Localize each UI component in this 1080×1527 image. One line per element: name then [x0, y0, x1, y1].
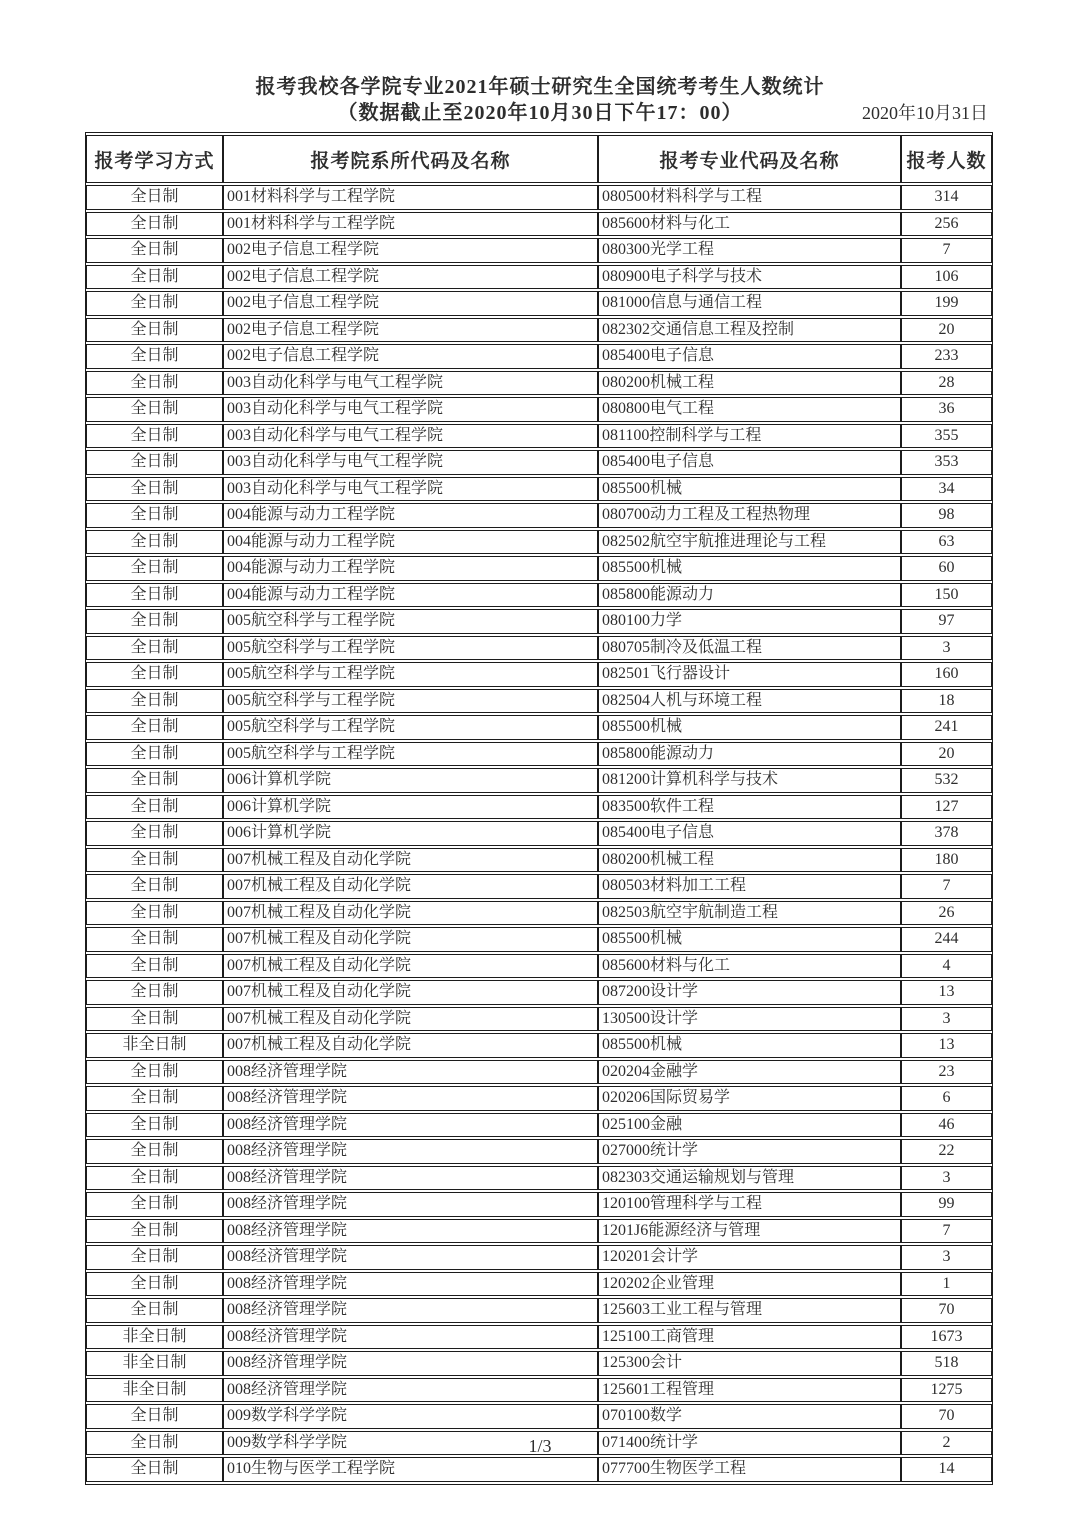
cell-study-mode: 非全日制 — [86, 1378, 223, 1403]
cell-count: 7 — [901, 874, 992, 899]
cell-count: 3 — [901, 636, 992, 661]
cell-count: 7 — [901, 238, 992, 263]
cell-study-mode: 全日制 — [86, 901, 223, 926]
cell-college: 004能源与动力工程学院 — [223, 530, 598, 555]
cell-major: 085800能源动力 — [598, 583, 901, 608]
table-row — [86, 1007, 992, 1032]
cell-count: 70 — [901, 1404, 992, 1429]
cell-major: 082504人机与环境工程 — [598, 689, 901, 714]
cell-study-mode: 全日制 — [86, 821, 223, 846]
cell-study-mode: 非全日制 — [86, 1351, 223, 1376]
table-row — [86, 1113, 992, 1138]
cell-college: 003自动化科学与电气工程学院 — [223, 477, 598, 502]
cell-count: 7 — [901, 1219, 992, 1244]
cell-college: 008经济管理学院 — [223, 1060, 598, 1085]
cell-major: 080800电气工程 — [598, 397, 901, 422]
cell-major: 025100金融 — [598, 1113, 901, 1138]
header-study-mode: 报考学习方式 — [86, 135, 223, 183]
cell-study-mode: 全日制 — [86, 371, 223, 396]
cell-college: 005航空科学与工程学院 — [223, 689, 598, 714]
table-row — [86, 954, 992, 979]
table-row — [86, 1457, 992, 1482]
cell-count: 4 — [901, 954, 992, 979]
table-row — [86, 1219, 992, 1244]
cell-count: 26 — [901, 901, 992, 926]
applicants-table — [85, 132, 993, 1485]
cell-study-mode: 全日制 — [86, 1166, 223, 1191]
cell-count: 13 — [901, 1033, 992, 1058]
cell-major: 027000统计学 — [598, 1139, 901, 1164]
cell-study-mode: 全日制 — [86, 1431, 223, 1456]
table-row — [86, 742, 992, 767]
cell-college: 008经济管理学院 — [223, 1351, 598, 1376]
cell-count: 355 — [901, 424, 992, 449]
cell-study-mode: 全日制 — [86, 318, 223, 343]
table-row — [86, 1272, 992, 1297]
cell-study-mode: 全日制 — [86, 1245, 223, 1270]
cell-count: 3 — [901, 1007, 992, 1032]
table-row — [86, 397, 992, 422]
cell-college: 008经济管理学院 — [223, 1245, 598, 1270]
cell-college: 007机械工程及自动化学院 — [223, 848, 598, 873]
cell-count: 14 — [901, 1457, 992, 1482]
cell-study-mode: 全日制 — [86, 927, 223, 952]
table-row — [86, 1060, 992, 1085]
cell-college: 005航空科学与工程学院 — [223, 742, 598, 767]
cell-major: 080500材料科学与工程 — [598, 185, 901, 210]
cell-study-mode: 全日制 — [86, 768, 223, 793]
cell-study-mode: 全日制 — [86, 450, 223, 475]
cell-study-mode: 全日制 — [86, 848, 223, 873]
cell-major: 080700动力工程及工程热物理 — [598, 503, 901, 528]
cell-college: 009数学科学学院 — [223, 1431, 598, 1456]
cell-major: 070100数学 — [598, 1404, 901, 1429]
cell-major: 082302交通信息工程及控制 — [598, 318, 901, 343]
cell-study-mode: 全日制 — [86, 742, 223, 767]
cell-college: 006计算机学院 — [223, 768, 598, 793]
page-number: 1/3 — [528, 1436, 552, 1456]
cell-count: 23 — [901, 1060, 992, 1085]
cell-count: 97 — [901, 609, 992, 634]
cell-study-mode: 全日制 — [86, 1457, 223, 1482]
cell-college: 007机械工程及自动化学院 — [223, 1033, 598, 1058]
header-count: 报考人数 — [901, 135, 992, 183]
cell-major: 082502航空宇航推进理论与工程 — [598, 530, 901, 555]
table-row — [86, 662, 992, 687]
cell-major: 085500机械 — [598, 477, 901, 502]
cell-study-mode: 全日制 — [86, 212, 223, 237]
cell-study-mode: 全日制 — [86, 503, 223, 528]
cell-college: 009数学科学学院 — [223, 1404, 598, 1429]
cell-count: 22 — [901, 1139, 992, 1164]
table-row — [86, 318, 992, 343]
cell-count: 532 — [901, 768, 992, 793]
cell-major: 081000信息与通信工程 — [598, 291, 901, 316]
cell-major: 085800能源动力 — [598, 742, 901, 767]
table-row — [86, 1166, 992, 1191]
table-row — [86, 185, 992, 210]
table-row — [86, 477, 992, 502]
cell-college: 007机械工程及自动化学院 — [223, 927, 598, 952]
cell-college: 003自动化科学与电气工程学院 — [223, 371, 598, 396]
cell-major: 081100控制科学与工程 — [598, 424, 901, 449]
cell-study-mode: 全日制 — [86, 609, 223, 634]
table-row — [86, 291, 992, 316]
cell-study-mode: 全日制 — [86, 583, 223, 608]
cell-college: 007机械工程及自动化学院 — [223, 1007, 598, 1032]
cell-count: 160 — [901, 662, 992, 687]
cell-college: 007机械工程及自动化学院 — [223, 954, 598, 979]
table-row — [86, 450, 992, 475]
table-row — [86, 1086, 992, 1111]
cell-study-mode: 全日制 — [86, 1192, 223, 1217]
cell-major: 080100力学 — [598, 609, 901, 634]
cell-study-mode: 全日制 — [86, 1404, 223, 1429]
cell-major: 020206国际贸易学 — [598, 1086, 901, 1111]
cell-college: 008经济管理学院 — [223, 1166, 598, 1191]
cell-college: 003自动化科学与电气工程学院 — [223, 397, 598, 422]
cell-count: 3 — [901, 1166, 992, 1191]
table-row — [86, 583, 992, 608]
cell-college: 004能源与动力工程学院 — [223, 556, 598, 581]
cell-college: 008经济管理学院 — [223, 1272, 598, 1297]
cell-major: 120201会计学 — [598, 1245, 901, 1270]
cell-college: 006计算机学院 — [223, 821, 598, 846]
cell-college: 003自动化科学与电气工程学院 — [223, 424, 598, 449]
table-row — [86, 238, 992, 263]
cell-major: 077700生物医学工程 — [598, 1457, 901, 1482]
cell-study-mode: 全日制 — [86, 1113, 223, 1138]
cell-study-mode: 全日制 — [86, 530, 223, 555]
cell-count: 127 — [901, 795, 992, 820]
page-subtitle: （数据截止至2020年10月30日下午17：00） — [337, 102, 743, 124]
cell-study-mode: 全日制 — [86, 1272, 223, 1297]
cell-college: 001材料科学与工程学院 — [223, 185, 598, 210]
table-header-row — [86, 135, 992, 183]
table-row — [86, 1378, 992, 1403]
cell-major: 080705制冷及低温工程 — [598, 636, 901, 661]
table-row — [86, 556, 992, 581]
cell-count: 13 — [901, 980, 992, 1005]
cell-study-mode: 全日制 — [86, 715, 223, 740]
cell-college: 005航空科学与工程学院 — [223, 636, 598, 661]
table-row — [86, 371, 992, 396]
table-row — [86, 212, 992, 237]
cell-count: 199 — [901, 291, 992, 316]
cell-count: 353 — [901, 450, 992, 475]
document-date: 2020年10月31日 — [862, 103, 988, 123]
cell-count: 244 — [901, 927, 992, 952]
cell-major: 083500软件工程 — [598, 795, 901, 820]
cell-study-mode: 全日制 — [86, 1219, 223, 1244]
cell-major: 087200设计学 — [598, 980, 901, 1005]
table-row — [86, 636, 992, 661]
cell-count: 378 — [901, 821, 992, 846]
cell-study-mode: 非全日制 — [86, 1325, 223, 1350]
cell-count: 1275 — [901, 1378, 992, 1403]
cell-college: 008经济管理学院 — [223, 1298, 598, 1323]
cell-study-mode: 全日制 — [86, 477, 223, 502]
table-row — [86, 1245, 992, 1270]
table-row — [86, 530, 992, 555]
cell-study-mode: 全日制 — [86, 636, 223, 661]
cell-college: 010生物与医学工程学院 — [223, 1457, 598, 1482]
page-title: 报考我校各学院专业2021年硕士研究生全国统考考生人数统计 — [255, 76, 825, 98]
table-row — [86, 344, 992, 369]
cell-study-mode: 全日制 — [86, 689, 223, 714]
cell-college: 002电子信息工程学院 — [223, 344, 598, 369]
cell-college: 002电子信息工程学院 — [223, 318, 598, 343]
cell-study-mode: 全日制 — [86, 1060, 223, 1085]
table-row — [86, 1351, 992, 1376]
cell-college: 008经济管理学院 — [223, 1219, 598, 1244]
cell-college: 008经济管理学院 — [223, 1192, 598, 1217]
header-major: 报考专业代码及名称 — [598, 135, 901, 183]
cell-college: 005航空科学与工程学院 — [223, 662, 598, 687]
cell-major: 085500机械 — [598, 1033, 901, 1058]
cell-count: 46 — [901, 1113, 992, 1138]
cell-college: 007机械工程及自动化学院 — [223, 980, 598, 1005]
cell-college: 005航空科学与工程学院 — [223, 715, 598, 740]
table-row — [86, 768, 992, 793]
cell-count: 63 — [901, 530, 992, 555]
cell-count: 150 — [901, 583, 992, 608]
table-row — [86, 1325, 992, 1350]
cell-count: 18 — [901, 689, 992, 714]
table-row — [86, 927, 992, 952]
cell-major: 125100工商管理 — [598, 1325, 901, 1350]
table-row — [86, 874, 992, 899]
cell-count: 70 — [901, 1298, 992, 1323]
cell-college: 002电子信息工程学院 — [223, 291, 598, 316]
cell-major: 085400电子信息 — [598, 821, 901, 846]
table-row — [86, 980, 992, 1005]
table-row — [86, 848, 992, 873]
cell-count: 106 — [901, 265, 992, 290]
cell-count: 36 — [901, 397, 992, 422]
cell-college: 005航空科学与工程学院 — [223, 609, 598, 634]
cell-study-mode: 全日制 — [86, 980, 223, 1005]
cell-major: 085400电子信息 — [598, 344, 901, 369]
cell-college: 001材料科学与工程学院 — [223, 212, 598, 237]
table-row — [86, 1139, 992, 1164]
cell-college: 002电子信息工程学院 — [223, 238, 598, 263]
cell-major: 081200计算机科学与技术 — [598, 768, 901, 793]
cell-study-mode: 全日制 — [86, 556, 223, 581]
cell-college: 008经济管理学院 — [223, 1139, 598, 1164]
table-row — [86, 503, 992, 528]
cell-college: 003自动化科学与电气工程学院 — [223, 450, 598, 475]
cell-major: 1201J6能源经济与管理 — [598, 1219, 901, 1244]
cell-study-mode: 全日制 — [86, 1139, 223, 1164]
cell-major: 020204金融学 — [598, 1060, 901, 1085]
table-row — [86, 715, 992, 740]
cell-count: 20 — [901, 742, 992, 767]
cell-count: 98 — [901, 503, 992, 528]
table-row — [86, 689, 992, 714]
cell-count: 256 — [901, 212, 992, 237]
cell-study-mode: 全日制 — [86, 185, 223, 210]
cell-study-mode: 全日制 — [86, 238, 223, 263]
cell-major: 080200机械工程 — [598, 371, 901, 396]
cell-count: 28 — [901, 371, 992, 396]
cell-study-mode: 全日制 — [86, 795, 223, 820]
cell-major: 125603工业工程与管理 — [598, 1298, 901, 1323]
cell-study-mode: 全日制 — [86, 874, 223, 899]
cell-study-mode: 非全日制 — [86, 1033, 223, 1058]
cell-count: 180 — [901, 848, 992, 873]
cell-study-mode: 全日制 — [86, 344, 223, 369]
cell-study-mode: 全日制 — [86, 397, 223, 422]
cell-count: 2 — [901, 1431, 992, 1456]
cell-study-mode: 全日制 — [86, 1086, 223, 1111]
cell-major: 125300会计 — [598, 1351, 901, 1376]
cell-major: 071400统计学 — [598, 1431, 901, 1456]
cell-count: 3 — [901, 1245, 992, 1270]
cell-study-mode: 全日制 — [86, 954, 223, 979]
cell-major: 080900电子科学与技术 — [598, 265, 901, 290]
cell-major: 080200机械工程 — [598, 848, 901, 873]
cell-college: 008经济管理学院 — [223, 1325, 598, 1350]
cell-college: 007机械工程及自动化学院 — [223, 874, 598, 899]
cell-count: 233 — [901, 344, 992, 369]
cell-college: 002电子信息工程学院 — [223, 265, 598, 290]
cell-count: 241 — [901, 715, 992, 740]
cell-major: 085600材料与化工 — [598, 954, 901, 979]
cell-major: 085600材料与化工 — [598, 212, 901, 237]
cell-study-mode: 全日制 — [86, 424, 223, 449]
table-body — [86, 185, 992, 1482]
cell-count: 518 — [901, 1351, 992, 1376]
table-row — [86, 265, 992, 290]
cell-study-mode: 全日制 — [86, 1298, 223, 1323]
cell-major: 082303交通运输规划与管理 — [598, 1166, 901, 1191]
table-row — [86, 1192, 992, 1217]
cell-college: 008经济管理学院 — [223, 1378, 598, 1403]
cell-study-mode: 全日制 — [86, 662, 223, 687]
table-row — [86, 1033, 992, 1058]
cell-major: 082503航空宇航制造工程 — [598, 901, 901, 926]
cell-count: 99 — [901, 1192, 992, 1217]
table-row — [86, 821, 992, 846]
table-row — [86, 424, 992, 449]
cell-study-mode: 全日制 — [86, 1007, 223, 1032]
cell-college: 008经济管理学院 — [223, 1086, 598, 1111]
table-row — [86, 795, 992, 820]
table-row — [86, 1298, 992, 1323]
cell-major: 080300光学工程 — [598, 238, 901, 263]
cell-count: 1 — [901, 1272, 992, 1297]
cell-study-mode: 全日制 — [86, 291, 223, 316]
table-row — [86, 901, 992, 926]
cell-major: 130500设计学 — [598, 1007, 901, 1032]
cell-major: 125601工程管理 — [598, 1378, 901, 1403]
cell-study-mode: 全日制 — [86, 265, 223, 290]
cell-college: 004能源与动力工程学院 — [223, 503, 598, 528]
cell-count: 20 — [901, 318, 992, 343]
cell-college: 008经济管理学院 — [223, 1113, 598, 1138]
cell-major: 085500机械 — [598, 556, 901, 581]
cell-count: 6 — [901, 1086, 992, 1111]
cell-major: 082501飞行器设计 — [598, 662, 901, 687]
cell-count: 314 — [901, 185, 992, 210]
cell-major: 080503材料加工工程 — [598, 874, 901, 899]
cell-count: 34 — [901, 477, 992, 502]
header-college: 报考院系所代码及名称 — [223, 135, 598, 183]
table-row — [86, 609, 992, 634]
cell-college: 004能源与动力工程学院 — [223, 583, 598, 608]
cell-count: 1673 — [901, 1325, 992, 1350]
cell-count: 60 — [901, 556, 992, 581]
cell-college: 006计算机学院 — [223, 795, 598, 820]
cell-major: 120202企业管理 — [598, 1272, 901, 1297]
cell-major: 085500机械 — [598, 715, 901, 740]
table-row — [86, 1404, 992, 1429]
cell-major: 085400电子信息 — [598, 450, 901, 475]
cell-major: 085500机械 — [598, 927, 901, 952]
cell-college: 007机械工程及自动化学院 — [223, 901, 598, 926]
cell-major: 120100管理科学与工程 — [598, 1192, 901, 1217]
